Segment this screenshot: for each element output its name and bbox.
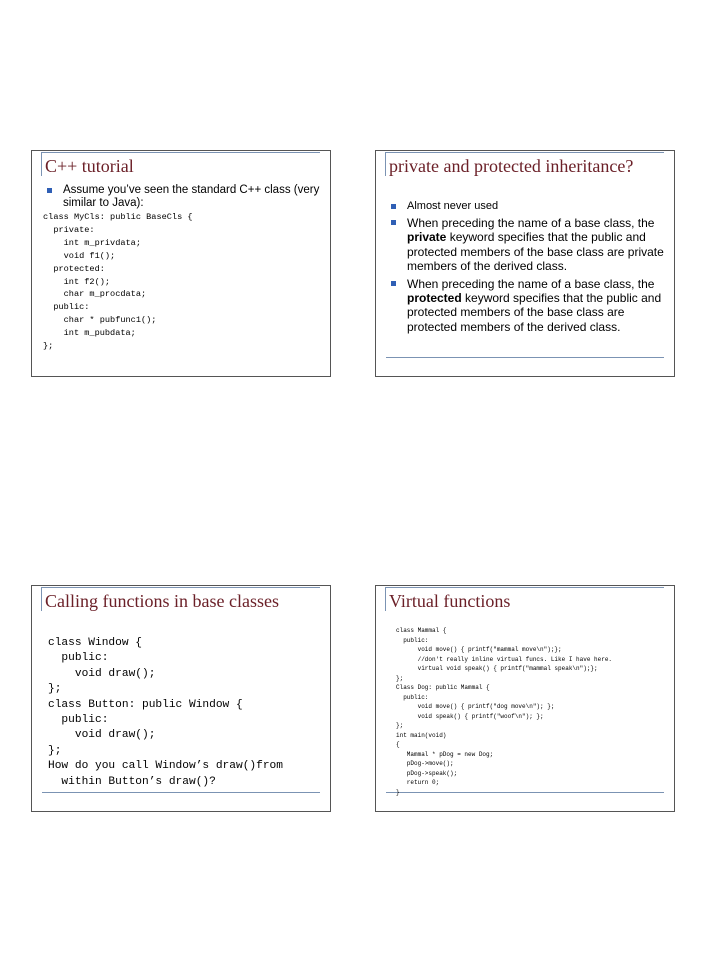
slide-virtual-functions bbox=[375, 585, 675, 812]
code-block: class Window { public: void draw(); }; class Button: public Window { public: void draw(); }; How do you call Window’s draw()from within Button’s draw()? bbox=[48, 637, 283, 788]
keyword-protected: protected bbox=[407, 291, 462, 306]
bullet-item bbox=[387, 216, 664, 274]
bullet-text: Almost never used bbox=[407, 200, 499, 212]
slide-body bbox=[396, 626, 664, 797]
slide-top-rule bbox=[386, 152, 664, 153]
slide-calling-base-functions bbox=[31, 585, 331, 812]
slide-top-rule bbox=[42, 152, 320, 153]
slide-title: Calling functions in base classes bbox=[45, 591, 279, 611]
bullet-text: keyword specifies that the public and protected members of the base class are protected members of the derived class. bbox=[407, 291, 662, 334]
slide-top-rule bbox=[386, 587, 664, 588]
slide-body bbox=[387, 200, 664, 334]
bullet-item bbox=[387, 277, 664, 335]
bullet-text: keyword specifies that the public and protected members of the base class are private members of the derived class. bbox=[407, 230, 664, 274]
bullet-square-icon bbox=[391, 281, 396, 286]
code-block: class MyCls: public BaseCls { private: int m_privdata; void f1(); protected: int f2(); char m_procdata; public: char * pubfunc1(); int m_pubdata; }; bbox=[43, 212, 193, 352]
bullet-text: When preceding the name of a base class, the bbox=[407, 216, 655, 230]
slide-top-rule bbox=[42, 587, 320, 588]
bullet-square-icon bbox=[391, 220, 396, 225]
slide-body bbox=[48, 636, 320, 790]
slide-title-accent bbox=[385, 587, 386, 611]
code-block: class Mammal { public: void move() { printf("mammal move\n");}; //don't really inline virtual funcs. Like I have here. virtual void speak() { printf("mammal speak\n");}; }; Class Dog: public Mammal { public: void move() { printf("dog move\n"); }; void speak() { printf("woof\n"); }; }; int main(void) { Mammal * pDog = new Dog; pDog->move(); pDog->speak(); return 0; } bbox=[396, 627, 613, 796]
slide-private-protected bbox=[375, 150, 675, 377]
slide-title-accent bbox=[385, 152, 386, 176]
bullet-item bbox=[387, 200, 664, 213]
slide-bottom-rule bbox=[386, 357, 664, 358]
slide-body bbox=[43, 184, 320, 353]
slide-bottom-rule bbox=[42, 792, 320, 793]
bullet-text: When preceding the name of a base class, the bbox=[407, 276, 655, 291]
slide-cpp-tutorial bbox=[31, 150, 331, 377]
bullet-square-icon bbox=[391, 204, 396, 209]
bullet-text: Assume you’ve seen the standard C++ class (very similar to Java): bbox=[63, 184, 320, 209]
slide-title-accent bbox=[41, 587, 42, 611]
bullet-item bbox=[43, 184, 320, 210]
bullet-square-icon bbox=[47, 188, 52, 193]
keyword-private: private bbox=[407, 230, 447, 245]
slide-title: private and protected inheritance? bbox=[389, 156, 634, 176]
slide-title: Virtual functions bbox=[389, 591, 511, 611]
slide-title-accent bbox=[41, 152, 42, 176]
slide-title: C++ tutorial bbox=[45, 156, 134, 176]
